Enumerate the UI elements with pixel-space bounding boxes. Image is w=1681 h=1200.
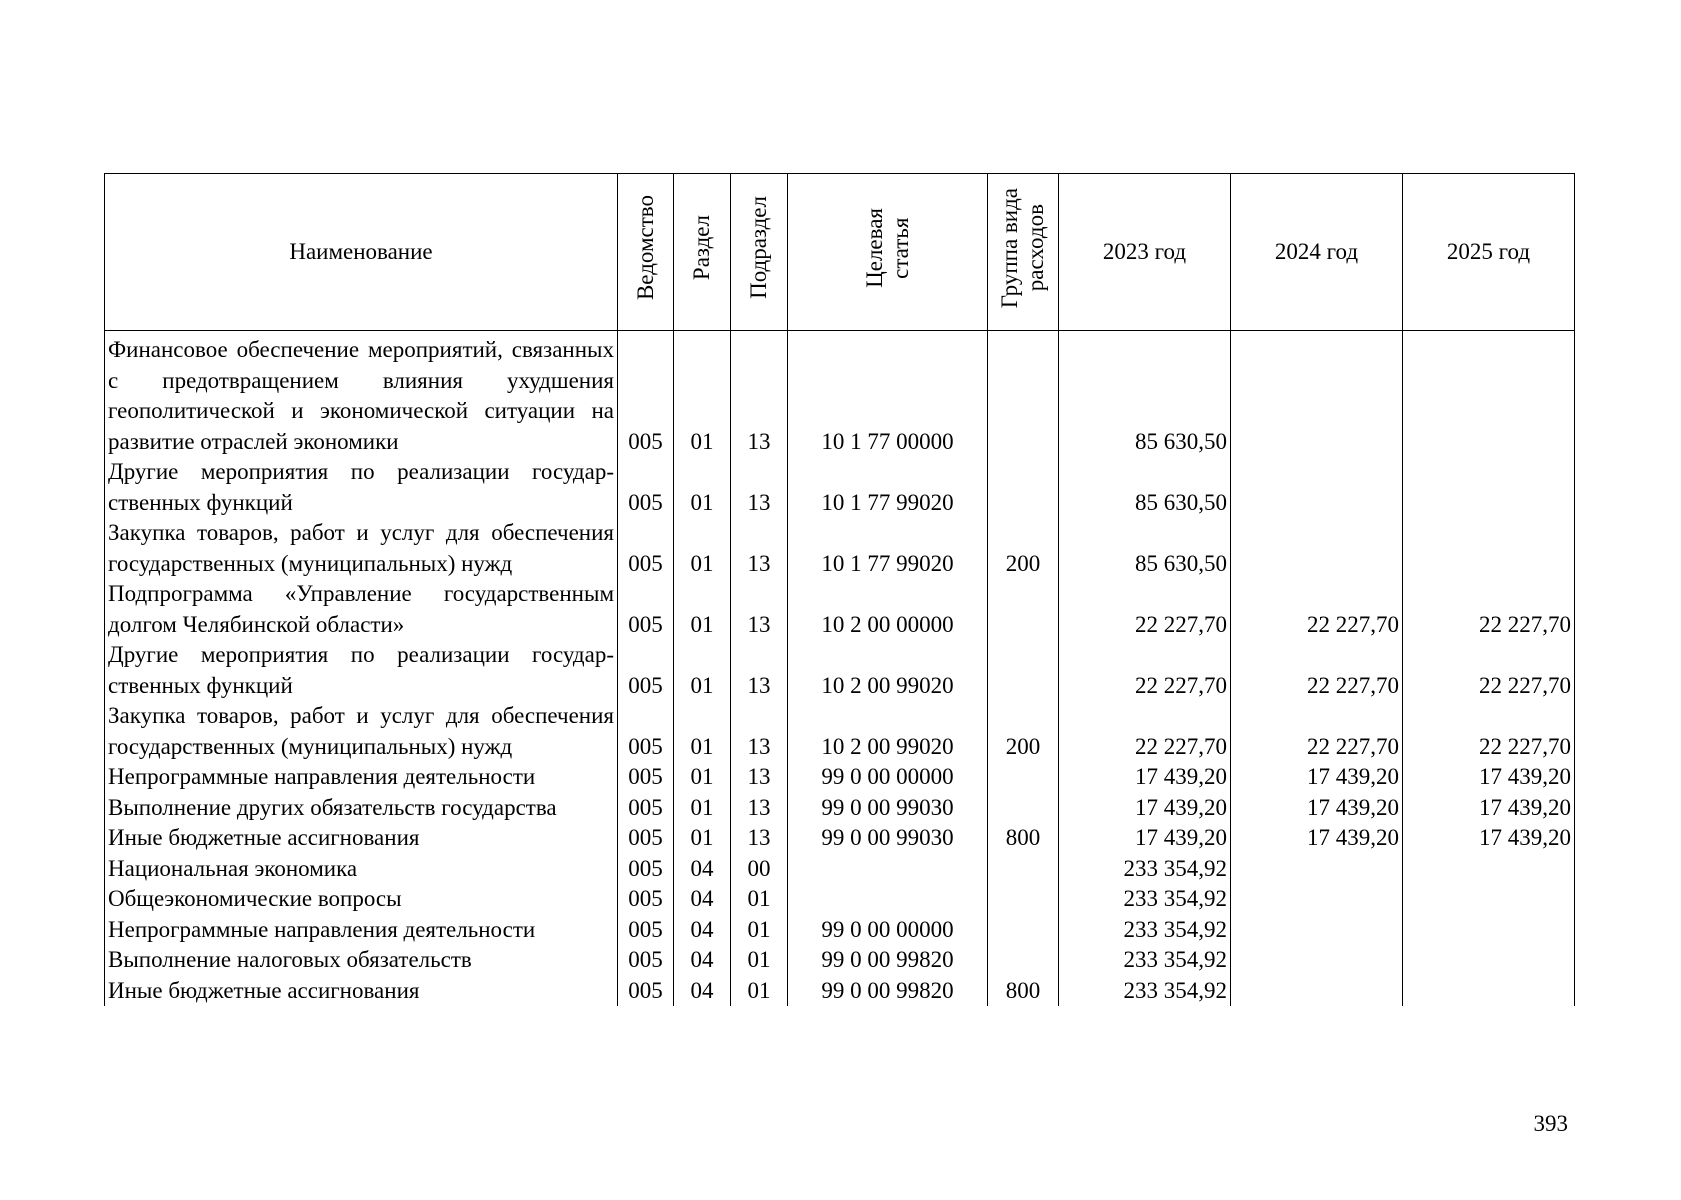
cell-podrazdel: 13 (731, 640, 788, 701)
cell-podrazdel: 13 (731, 579, 788, 640)
cell-name: Выполнение других обязательств государства (105, 793, 618, 824)
cell-2024 (1231, 457, 1403, 518)
header-podrazdel-text: Подраздел (746, 196, 771, 300)
cell-2023: 233 354,92 (1059, 854, 1231, 885)
table-row (105, 457, 1575, 518)
table-row (105, 331, 1575, 458)
cell-2025 (1403, 518, 1575, 579)
cell-podrazdel: 13 (731, 331, 788, 458)
cell-vedomstvo: 005 (618, 915, 674, 946)
cell-2024: 17 439,20 (1231, 762, 1403, 793)
cell-name: Иные бюджетные ассигнования (105, 976, 618, 1007)
header-podrazdel (731, 174, 788, 331)
cell-name: Выполнение налоговых обязательств (105, 945, 618, 976)
cell-celevaya-statya: 10 2 00 00000 (788, 579, 988, 640)
cell-vedomstvo: 005 (618, 793, 674, 824)
cell-celevaya-statya: 99 0 00 99030 (788, 823, 988, 854)
cell-razdel: 01 (674, 518, 731, 579)
cell-gruppa (988, 793, 1059, 824)
cell-razdel: 01 (674, 793, 731, 824)
cell-2023: 233 354,92 (1059, 945, 1231, 976)
cell-name: Другие мероприятия по реализации государственных функций (105, 457, 618, 518)
cell-podrazdel: 00 (731, 854, 788, 885)
cell-razdel: 01 (674, 331, 731, 458)
cell-2024: 22 227,70 (1231, 640, 1403, 701)
cell-celevaya-statya (788, 884, 988, 915)
cell-razdel: 01 (674, 701, 731, 762)
cell-celevaya-statya: 99 0 00 00000 (788, 762, 988, 793)
cell-celevaya-statya: 10 2 00 99020 (788, 640, 988, 701)
cell-razdel: 04 (674, 976, 731, 1007)
cell-vedomstvo: 005 (618, 701, 674, 762)
cell-name: Иные бюджетные ассигнования (105, 823, 618, 854)
cell-razdel: 04 (674, 945, 731, 976)
cell-2023: 85 630,50 (1059, 518, 1231, 579)
cell-celevaya-statya: 10 1 77 99020 (788, 457, 988, 518)
header-celevaya-statya-text: Целевая статья (861, 207, 913, 288)
cell-gruppa: 800 (988, 976, 1059, 1007)
cell-2025: 17 439,20 (1403, 823, 1575, 854)
cell-name: Закупка товаров, работ и услуг для обеспечения государственных (муниципальных) нужд (105, 701, 618, 762)
cell-gruppa (988, 854, 1059, 885)
cell-2024 (1231, 945, 1403, 976)
header-gruppa-vida-rashodov (988, 174, 1059, 331)
cell-vedomstvo: 005 (618, 945, 674, 976)
cell-2023: 85 630,50 (1059, 457, 1231, 518)
cell-2025: 17 439,20 (1403, 793, 1575, 824)
cell-2025: 17 439,20 (1403, 762, 1575, 793)
cell-2023: 17 439,20 (1059, 762, 1231, 793)
cell-vedomstvo: 005 (618, 640, 674, 701)
cell-2023: 22 227,70 (1059, 640, 1231, 701)
cell-2023: 22 227,70 (1059, 579, 1231, 640)
cell-razdel: 01 (674, 457, 731, 518)
cell-name: Подпрограмма «Управление государственным долгом Челябинской области» (105, 579, 618, 640)
table-header-row (105, 174, 1575, 331)
cell-2023: 17 439,20 (1059, 793, 1231, 824)
cell-podrazdel: 13 (731, 793, 788, 824)
header-2025: 2025 год (1403, 174, 1575, 331)
table-row (105, 945, 1575, 976)
cell-2023: 233 354,92 (1059, 884, 1231, 915)
cell-gruppa (988, 331, 1059, 458)
cell-name: Закупка товаров, работ и услуг для обеспечения государственных (муниципальных) нужд (105, 518, 618, 579)
cell-2024: 17 439,20 (1231, 793, 1403, 824)
header-razdel-text: Раздел (689, 215, 714, 281)
cell-celevaya-statya: 10 2 00 99020 (788, 701, 988, 762)
cell-2024: 22 227,70 (1231, 701, 1403, 762)
table-row (105, 701, 1575, 762)
cell-gruppa (988, 915, 1059, 946)
page-number: 393 (1533, 1111, 1568, 1136)
cell-gruppa (988, 457, 1059, 518)
cell-gruppa (988, 579, 1059, 640)
header-name: Наименование (105, 174, 618, 331)
cell-gruppa: 200 (988, 701, 1059, 762)
header-vedomstvo (618, 174, 674, 331)
cell-name: Непрограммные направления деятельности (105, 915, 618, 946)
cell-2024 (1231, 976, 1403, 1007)
table-row (105, 915, 1575, 946)
cell-gruppa (988, 945, 1059, 976)
budget-table (104, 173, 1575, 1006)
cell-razdel: 04 (674, 884, 731, 915)
cell-celevaya-statya: 99 0 00 99820 (788, 945, 988, 976)
cell-podrazdel: 13 (731, 518, 788, 579)
cell-gruppa (988, 762, 1059, 793)
cell-vedomstvo: 005 (618, 884, 674, 915)
cell-2025: 22 227,70 (1403, 640, 1575, 701)
cell-celevaya-statya: 99 0 00 00000 (788, 915, 988, 946)
cell-2024: 17 439,20 (1231, 823, 1403, 854)
cell-gruppa: 800 (988, 823, 1059, 854)
cell-2025 (1403, 854, 1575, 885)
cell-razdel: 01 (674, 579, 731, 640)
cell-2024 (1231, 518, 1403, 579)
cell-razdel: 04 (674, 854, 731, 885)
cell-podrazdel: 01 (731, 915, 788, 946)
cell-2023: 17 439,20 (1059, 823, 1231, 854)
table-row (105, 518, 1575, 579)
table-row (105, 884, 1575, 915)
table-row (105, 854, 1575, 885)
cell-2025 (1403, 884, 1575, 915)
table-body (105, 331, 1575, 1007)
cell-celevaya-statya: 99 0 00 99820 (788, 976, 988, 1007)
cell-podrazdel: 01 (731, 945, 788, 976)
cell-vedomstvo: 005 (618, 579, 674, 640)
cell-2025 (1403, 331, 1575, 458)
cell-2023: 233 354,92 (1059, 976, 1231, 1007)
cell-2023: 233 354,92 (1059, 915, 1231, 946)
cell-2025 (1403, 945, 1575, 976)
header-vedomstvo-text: Ведомство (632, 195, 658, 301)
table-row (105, 793, 1575, 824)
cell-2024 (1231, 854, 1403, 885)
cell-celevaya-statya (788, 854, 988, 885)
cell-2025 (1403, 457, 1575, 518)
cell-vedomstvo: 005 (618, 762, 674, 793)
cell-vedomstvo: 005 (618, 518, 674, 579)
header-razdel (674, 174, 731, 331)
cell-name: Другие мероприятия по реализации государственных функций (105, 640, 618, 701)
cell-2025 (1403, 915, 1575, 946)
cell-podrazdel: 13 (731, 823, 788, 854)
header-gruppa-text: Группа вида расходов (997, 187, 1048, 308)
table-row (105, 579, 1575, 640)
cell-name: Национальная экономика (105, 854, 618, 885)
cell-2024 (1231, 884, 1403, 915)
cell-vedomstvo: 005 (618, 457, 674, 518)
cell-gruppa: 200 (988, 518, 1059, 579)
cell-podrazdel: 13 (731, 762, 788, 793)
cell-vedomstvo: 005 (618, 823, 674, 854)
cell-vedomstvo: 005 (618, 854, 674, 885)
cell-vedomstvo: 005 (618, 331, 674, 458)
table-row (105, 976, 1575, 1007)
cell-razdel: 01 (674, 640, 731, 701)
cell-2023: 22 227,70 (1059, 701, 1231, 762)
header-2023: 2023 год (1059, 174, 1231, 331)
cell-name: Финансовое обеспечение мероприятий, связанных с предотвращением влияния ухудшения геополитической и экономической ситуации на развитие отраслей экономики (105, 331, 618, 458)
cell-2025: 22 227,70 (1403, 579, 1575, 640)
cell-celevaya-statya: 10 1 77 99020 (788, 518, 988, 579)
table-row (105, 762, 1575, 793)
cell-gruppa (988, 640, 1059, 701)
cell-celevaya-statya: 10 1 77 00000 (788, 331, 988, 458)
cell-gruppa (988, 884, 1059, 915)
cell-2023: 85 630,50 (1059, 331, 1231, 458)
cell-razdel: 01 (674, 762, 731, 793)
header-2024: 2024 год (1231, 174, 1403, 331)
cell-vedomstvo: 005 (618, 976, 674, 1007)
table-row (105, 640, 1575, 701)
cell-2024 (1231, 915, 1403, 946)
cell-name: Общеэкономические вопросы (105, 884, 618, 915)
cell-razdel: 04 (674, 915, 731, 946)
cell-podrazdel: 13 (731, 701, 788, 762)
header-celevaya-statya (788, 174, 988, 331)
cell-podrazdel: 01 (731, 884, 788, 915)
cell-2025: 22 227,70 (1403, 701, 1575, 762)
cell-podrazdel: 01 (731, 976, 788, 1007)
cell-2024 (1231, 331, 1403, 458)
table-row (105, 823, 1575, 854)
cell-celevaya-statya: 99 0 00 99030 (788, 793, 988, 824)
cell-podrazdel: 13 (731, 457, 788, 518)
cell-name: Непрограммные направления деятельности (105, 762, 618, 793)
cell-2025 (1403, 976, 1575, 1007)
cell-2024: 22 227,70 (1231, 579, 1403, 640)
cell-razdel: 01 (674, 823, 731, 854)
